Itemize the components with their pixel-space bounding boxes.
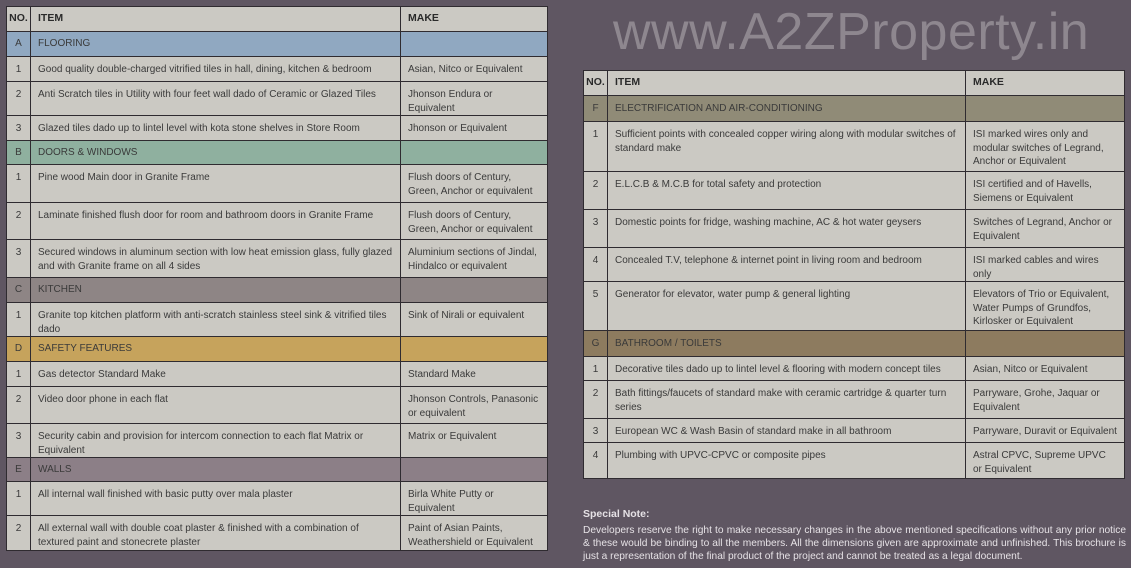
section-empty (966, 96, 1125, 122)
item-number: 1 (7, 362, 31, 387)
item-make: Parryware, Grohe, Jaquar or Equivalent (966, 381, 1125, 419)
table-row (7, 57, 548, 82)
section-empty (401, 32, 548, 57)
item-description: Generator for elevator, water pump & general lighting (608, 282, 966, 331)
item-description: Video door phone in each flat (31, 387, 401, 424)
item-make: Jhonson or Equivalent (401, 116, 548, 141)
item-make: ISI marked wires only and modular switches of Legrand, Anchor or Equivalent (966, 122, 1125, 172)
item-make: Paint of Asian Paints, Weathershield or Equivalent (401, 516, 548, 551)
item-description: Bath fittings/faucets of standard make with ceramic cartridge & quarter turn series (608, 381, 966, 419)
item-number: 1 (7, 57, 31, 82)
table-row (7, 482, 548, 516)
section-code: E (7, 458, 31, 482)
special-note-text: Developers reserve the right to make necessary changes in the above mentioned specifications without any prior notice & these would be binding to all the members. All the dimensions given are approximate and unfinished. This brochure is just a representation of the final product of the project and cannot be treated as a legal document. (583, 525, 1126, 562)
section-title: ELECTRIFICATION AND AIR-CONDITIONING (608, 96, 966, 122)
section-empty (401, 141, 548, 165)
item-number: 5 (584, 282, 608, 331)
item-number: 3 (584, 210, 608, 248)
table-row (584, 210, 1125, 248)
table-row (584, 248, 1125, 282)
table-row (7, 165, 548, 203)
section-row (7, 337, 548, 362)
section-code: A (7, 32, 31, 57)
item-description: All internal wall finished with basic putty over mala plaster (31, 482, 401, 516)
item-number: 3 (7, 240, 31, 278)
item-make: Flush doors of Century, Green, Anchor or equivalent (401, 165, 548, 203)
section-title: DOORS & WINDOWS (31, 141, 401, 165)
table-row (7, 303, 548, 337)
item-number: 1 (584, 357, 608, 381)
item-make: Elevators of Trio or Equivalent, Water Pumps of Grundfos, Kirlosker or Equivalent (966, 282, 1125, 331)
item-make: Flush doors of Century, Green, Anchor or equivalent (401, 203, 548, 240)
table-row (7, 516, 548, 551)
header-make: MAKE (966, 71, 1125, 96)
item-make: Sink of Nirali or equivalent (401, 303, 548, 337)
item-description: Granite top kitchen platform with anti-scratch stainless steel sink & vitrified tiles dado (31, 303, 401, 337)
item-number: 1 (584, 122, 608, 172)
item-description: Glazed tiles dado up to lintel level with kota stone shelves in Store Room (31, 116, 401, 141)
section-code: F (584, 96, 608, 122)
section-row (584, 96, 1125, 122)
item-description: European WC & Wash Basin of standard make in all bathroom (608, 419, 966, 443)
table-row (584, 122, 1125, 172)
header-no: NO. (7, 7, 31, 32)
watermark: www.A2ZProperty.in (613, 3, 1090, 61)
table-row (584, 381, 1125, 419)
section-empty (401, 337, 548, 362)
item-number: 2 (7, 387, 31, 424)
item-make: ISI certified and of Havells, Siemens or Equivalent (966, 172, 1125, 210)
item-description: Secured windows in aluminum section with low heat emission glass, fully glazed and with Granite frame on all 4 sides (31, 240, 401, 278)
section-code: C (7, 278, 31, 303)
item-make: Asian, Nitco or Equivalent (966, 357, 1125, 381)
item-number: 3 (584, 419, 608, 443)
table-row (584, 282, 1125, 331)
item-description: Concealed T.V, telephone & internet point in living room and bedroom (608, 248, 966, 282)
item-description: E.L.C.B & M.C.B for total safety and protection (608, 172, 966, 210)
section-empty (966, 331, 1125, 357)
item-number: 3 (7, 424, 31, 458)
table-row (7, 203, 548, 240)
table-row (584, 419, 1125, 443)
item-description: Gas detector Standard Make (31, 362, 401, 387)
table-row (7, 387, 548, 424)
table-row (7, 424, 548, 458)
item-number: 3 (7, 116, 31, 141)
item-description: Good quality double-charged vitrified tiles in hall, dining, kitchen & bedroom (31, 57, 401, 82)
section-empty (401, 458, 548, 482)
section-title: BATHROOM / TOILETS (608, 331, 966, 357)
item-make: Birla White Putty or Equivalent (401, 482, 548, 516)
item-description: Pine wood Main door in Granite Frame (31, 165, 401, 203)
specifications-table-right (583, 70, 1125, 479)
header-no: NO. (584, 71, 608, 96)
item-make: Astral CPVC, Supreme UPVC or Equivalent (966, 443, 1125, 479)
section-row (7, 278, 548, 303)
item-number: 2 (7, 203, 31, 240)
section-title: FLOORING (31, 32, 401, 57)
item-number: 4 (584, 248, 608, 282)
section-title: KITCHEN (31, 278, 401, 303)
table-row (7, 116, 548, 141)
item-number: 4 (584, 443, 608, 479)
item-description: Domestic points for fridge, washing machine, AC & hot water geysers (608, 210, 966, 248)
item-description: Security cabin and provision for intercom connection to each flat Matrix or Equivalent (31, 424, 401, 458)
item-make: Aluminium sections of Jindal, Hindalco or equivalent (401, 240, 548, 278)
item-number: 2 (584, 172, 608, 210)
specifications-table-left (6, 6, 548, 551)
item-make: Standard Make (401, 362, 548, 387)
section-row (7, 32, 548, 57)
special-note (583, 508, 1126, 563)
section-code: D (7, 337, 31, 362)
item-number: 1 (7, 165, 31, 203)
item-number: 2 (584, 381, 608, 419)
section-title: SAFETY FEATURES (31, 337, 401, 362)
item-make: Jhonson Controls, Panasonic or equivalent (401, 387, 548, 424)
item-description: Plumbing with UPVC-CPVC or composite pipes (608, 443, 966, 479)
section-code: B (7, 141, 31, 165)
item-description: All external wall with double coat plaster & finished with a combination of textured paint and stonecrete plaster (31, 516, 401, 551)
header-make: MAKE (401, 7, 548, 32)
item-make: ISI marked cables and wires only (966, 248, 1125, 282)
table-row (584, 172, 1125, 210)
table-header (584, 71, 1125, 96)
header-item: ITEM (608, 71, 966, 96)
item-number: 2 (7, 516, 31, 551)
section-row (7, 141, 548, 165)
item-make: Asian, Nitco or Equivalent (401, 57, 548, 82)
table-row (7, 82, 548, 116)
special-note-title: Special Note: (583, 508, 650, 520)
section-code: G (584, 331, 608, 357)
item-description: Decorative tiles dado up to lintel level & flooring with modern concept tiles (608, 357, 966, 381)
item-make: Jhonson Endura or Equivalent (401, 82, 548, 116)
item-make: Switches of Legrand, Anchor or Equivalent (966, 210, 1125, 248)
item-make: Parryware, Duravit or Equivalent (966, 419, 1125, 443)
table-row (584, 443, 1125, 479)
header-item: ITEM (31, 7, 401, 32)
item-description: Anti Scratch tiles in Utility with four feet wall dado of Ceramic or Glazed Tiles (31, 82, 401, 116)
table-row (584, 357, 1125, 381)
section-row (584, 331, 1125, 357)
table-row (7, 240, 548, 278)
section-title: WALLS (31, 458, 401, 482)
item-description: Laminate finished flush door for room and bathroom doors in Granite Frame (31, 203, 401, 240)
item-number: 1 (7, 303, 31, 337)
item-make: Matrix or Equivalent (401, 424, 548, 458)
item-description: Sufficient points with concealed copper wiring along with modular switches of standard make (608, 122, 966, 172)
table-header (7, 7, 548, 32)
section-row (7, 458, 548, 482)
section-empty (401, 278, 548, 303)
table-row (7, 362, 548, 387)
item-number: 1 (7, 482, 31, 516)
item-number: 2 (7, 82, 31, 116)
